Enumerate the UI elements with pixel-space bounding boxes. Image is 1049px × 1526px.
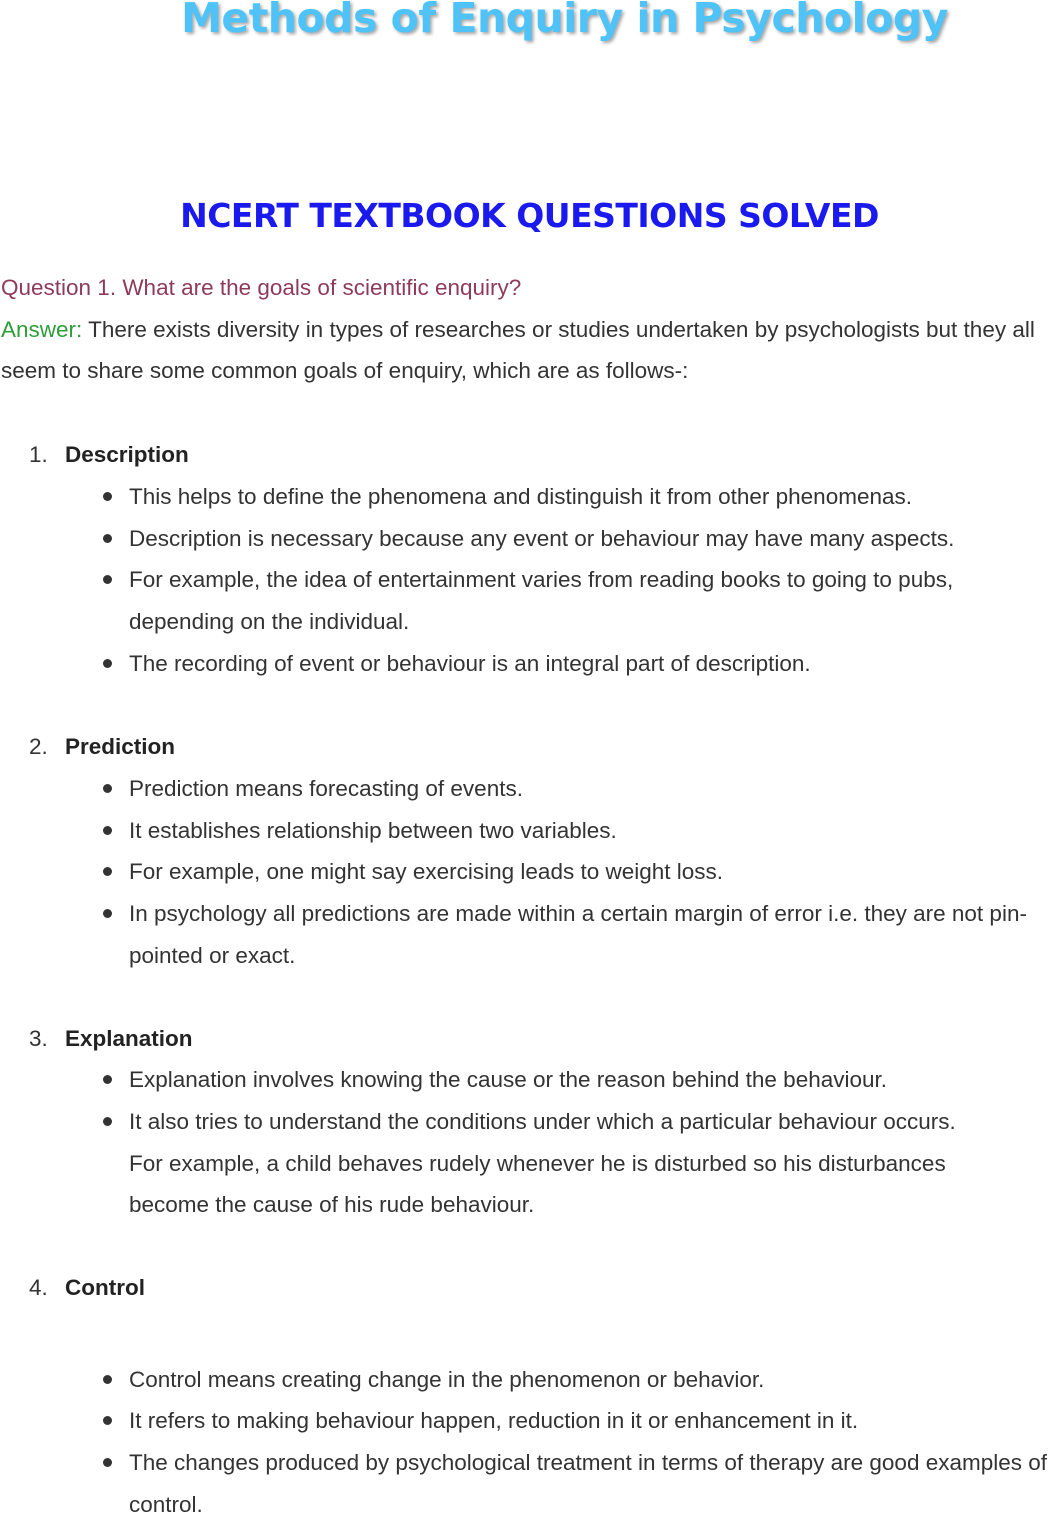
bullet-icon xyxy=(103,575,112,584)
bullet-icon xyxy=(103,1458,112,1467)
list-item: Description is necessary because any event or behaviour may have many aspects. xyxy=(129,518,1049,560)
bullet-icon xyxy=(103,909,112,918)
goal-number: 2. xyxy=(29,734,48,760)
goals-list xyxy=(1,434,1049,1525)
goal-item xyxy=(1,1018,1049,1227)
page-title: Methods of Enquiry in Psychology xyxy=(181,0,948,42)
list-item: The recording of event or behaviour is an integral part of description. xyxy=(129,643,1049,685)
goal-title: Description xyxy=(65,442,189,468)
goal-number: 4. xyxy=(29,1275,48,1301)
goal-title: Prediction xyxy=(65,734,176,760)
list-item: For example, the idea of entertainment varies from reading books to going to pubs, depending on the individual. xyxy=(129,559,1049,642)
goal-points xyxy=(1,768,1049,977)
bullet-icon xyxy=(103,1075,112,1084)
list-item: The changes produced by psychological treatment in terms of therapy are good examples of control. xyxy=(129,1442,1049,1525)
bullet-icon xyxy=(103,1416,112,1425)
answer-paragraph xyxy=(1,309,1049,392)
list-item: It establishes relationship between two variables. xyxy=(129,810,1049,852)
goal-title: Explanation xyxy=(65,1025,193,1051)
answer-text: There exists diversity in types of researches or studies undertaken by psychologists but they all seem to share some common goals of enquiry, which are as follows-: xyxy=(1,316,1035,384)
goal-title: Control xyxy=(65,1275,145,1301)
list-item: This helps to define the phenomena and distinguish it from other phenomenas. xyxy=(129,476,1049,518)
bullet-icon xyxy=(103,492,112,501)
bullet-icon xyxy=(103,534,112,543)
list-item: It refers to making behaviour happen, reduction in it or enhancement in it. xyxy=(129,1400,1049,1442)
question-text: Question 1. What are the goals of scientific enquiry? xyxy=(1,275,522,300)
goal-number: 3. xyxy=(29,1025,48,1051)
goal-item xyxy=(1,726,1049,976)
list-item: In psychology all predictions are made within a certain margin of error i.e. they are not pin-pointed or exact. xyxy=(129,893,1049,976)
list-item: It also tries to understand the conditions under which a particular behaviour occurs. For example, a child behaves rudely whenever he is disturbed so his disturbances become the cause of his rude behaviour. xyxy=(129,1101,1049,1226)
section-heading: NCERT TEXTBOOK QUESTIONS SOLVED xyxy=(180,196,879,235)
goal-points xyxy=(1,1059,1049,1226)
goal-number: 1. xyxy=(29,442,48,468)
article-body xyxy=(1,267,1049,1526)
list-item: Prediction means forecasting of events. xyxy=(129,768,1049,810)
answer-label: Answer: xyxy=(1,316,83,342)
list-item: Explanation involves knowing the cause or the reason behind the behaviour. xyxy=(129,1059,1049,1101)
bullet-icon xyxy=(103,1375,112,1384)
list-item: For example, one might say exercising leads to weight loss. xyxy=(129,851,1049,893)
bullet-icon xyxy=(103,1117,112,1126)
bullet-icon xyxy=(103,784,112,793)
goal-item xyxy=(1,434,1049,684)
goal-points xyxy=(1,476,1049,685)
bullet-icon xyxy=(103,867,112,876)
goal-item xyxy=(1,1267,1049,1526)
bullet-icon xyxy=(103,826,112,835)
list-item: Control means creating change in the phenomenon or behavior. xyxy=(129,1359,1049,1401)
goal-points xyxy=(1,1359,1049,1526)
bullet-icon xyxy=(103,659,112,668)
